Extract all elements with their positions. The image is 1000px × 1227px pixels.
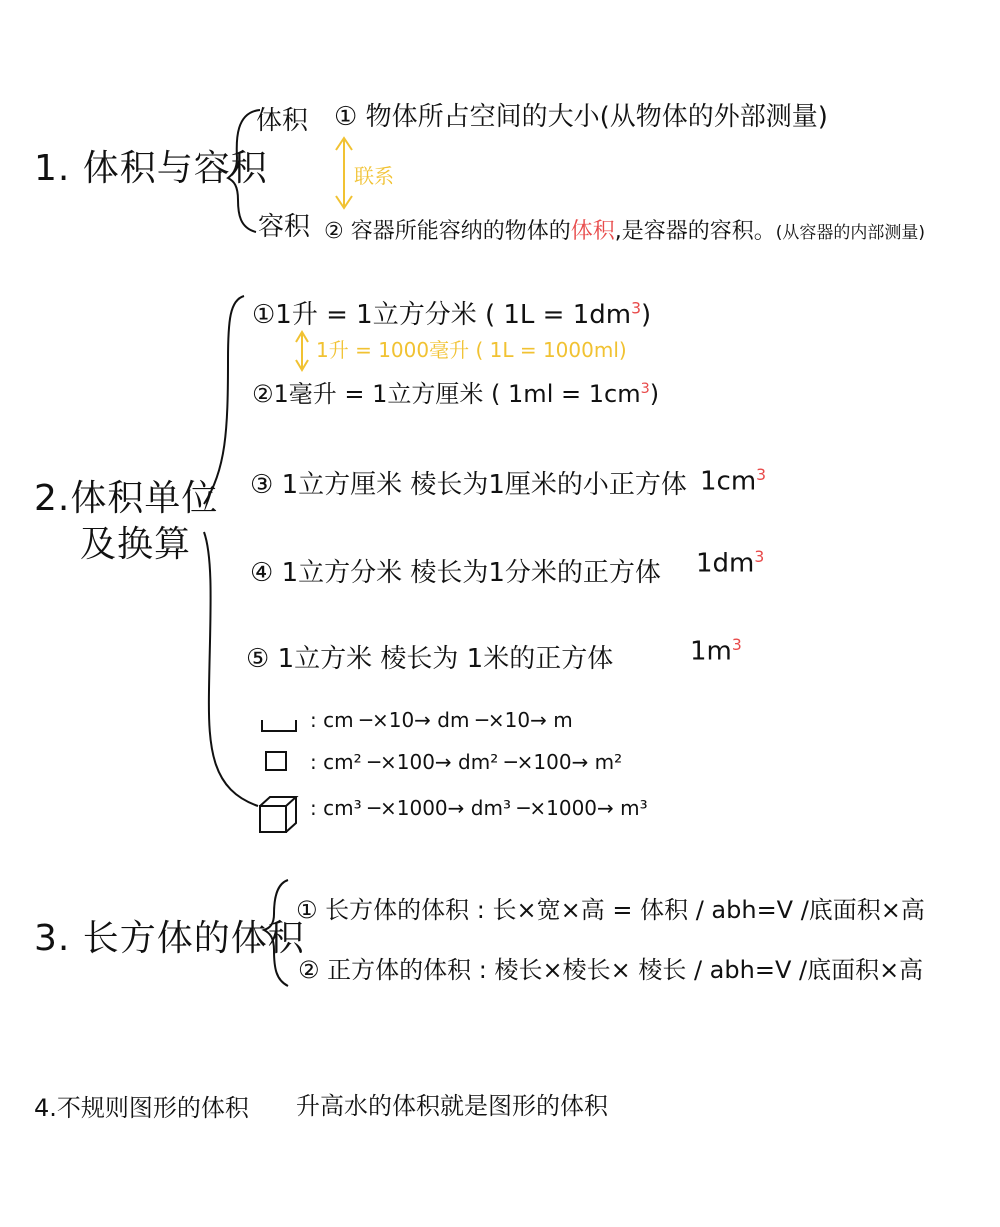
unit-item-2: ②1毫升 = 1立方厘米 ( $1ml = 1cm^3$) <box>252 380 660 408</box>
section4-title: 4.不规则图形的体积 <box>34 1094 249 1122</box>
unit-item-5: ⑤ 1立方米 棱长为 1米的正方体 <box>246 644 614 674</box>
conversion-arrow-icon <box>296 332 308 370</box>
cube-icon <box>260 797 296 832</box>
capacity-definition: ② 容器所能容纳的物体的体积,是容器的容积。(从容器的内部测量) <box>324 219 925 244</box>
volume-rate-row: : cm³ ─×1000→ dm³ ─×1000→ m³ <box>310 796 648 820</box>
cuboid-volume-formula: ① 长方体的体积 : 长×宽×高 = 体积 / abh=V /底面积×高 <box>296 896 925 924</box>
length-icon <box>262 720 296 731</box>
link-label: 联系 <box>354 164 394 188</box>
area-rate-row: : cm² ─×100→ dm² ─×100→ m² <box>310 750 623 774</box>
section3-title: 3. 长方体的体积 <box>34 918 305 959</box>
section2-title-line2: 及换算 <box>80 524 192 565</box>
unit-item-3-symbol: $1cm^3$ <box>700 466 767 497</box>
section2-title-line1: 2.体积单位 <box>34 478 219 519</box>
unit-item-4: ④ 1立方分米 棱长为1分米的正方体 <box>250 558 661 588</box>
unit-item-1: ①1升 = 1立方分米 ( $1L = 1dm^3$) <box>252 299 652 330</box>
square-icon <box>266 752 286 770</box>
volume-definition: ① 物体所占空间的大小(从物体的外部测量) <box>334 102 828 132</box>
section1-title: 1. 体积与容积 <box>34 148 268 189</box>
unit-conversion: 1升 = 1000毫升 ( 1L = 1000ml) <box>316 338 627 362</box>
capacity-label: 容积 <box>258 212 311 242</box>
irregular-volume-note: 升高水的体积就是图形的体积 <box>296 1092 608 1120</box>
unit-item-3: ③ 1立方厘米 棱长为1厘米的小正方体 <box>250 470 687 500</box>
capacity-volume-red: 体积 <box>570 219 615 244</box>
length-rate-row: : cm ─×10→ dm ─×10→ m <box>310 708 573 732</box>
volume-label: 体积 <box>256 106 309 136</box>
unit-item-4-symbol: $1dm^3$ <box>696 548 765 579</box>
unit-item-5-symbol: $1m^3$ <box>690 636 742 667</box>
link-arrow-icon <box>336 138 352 208</box>
cube-volume-formula: ② 正方体的体积 : 棱长×棱长× 棱长 / abh=V /底面积×高 <box>298 956 924 984</box>
